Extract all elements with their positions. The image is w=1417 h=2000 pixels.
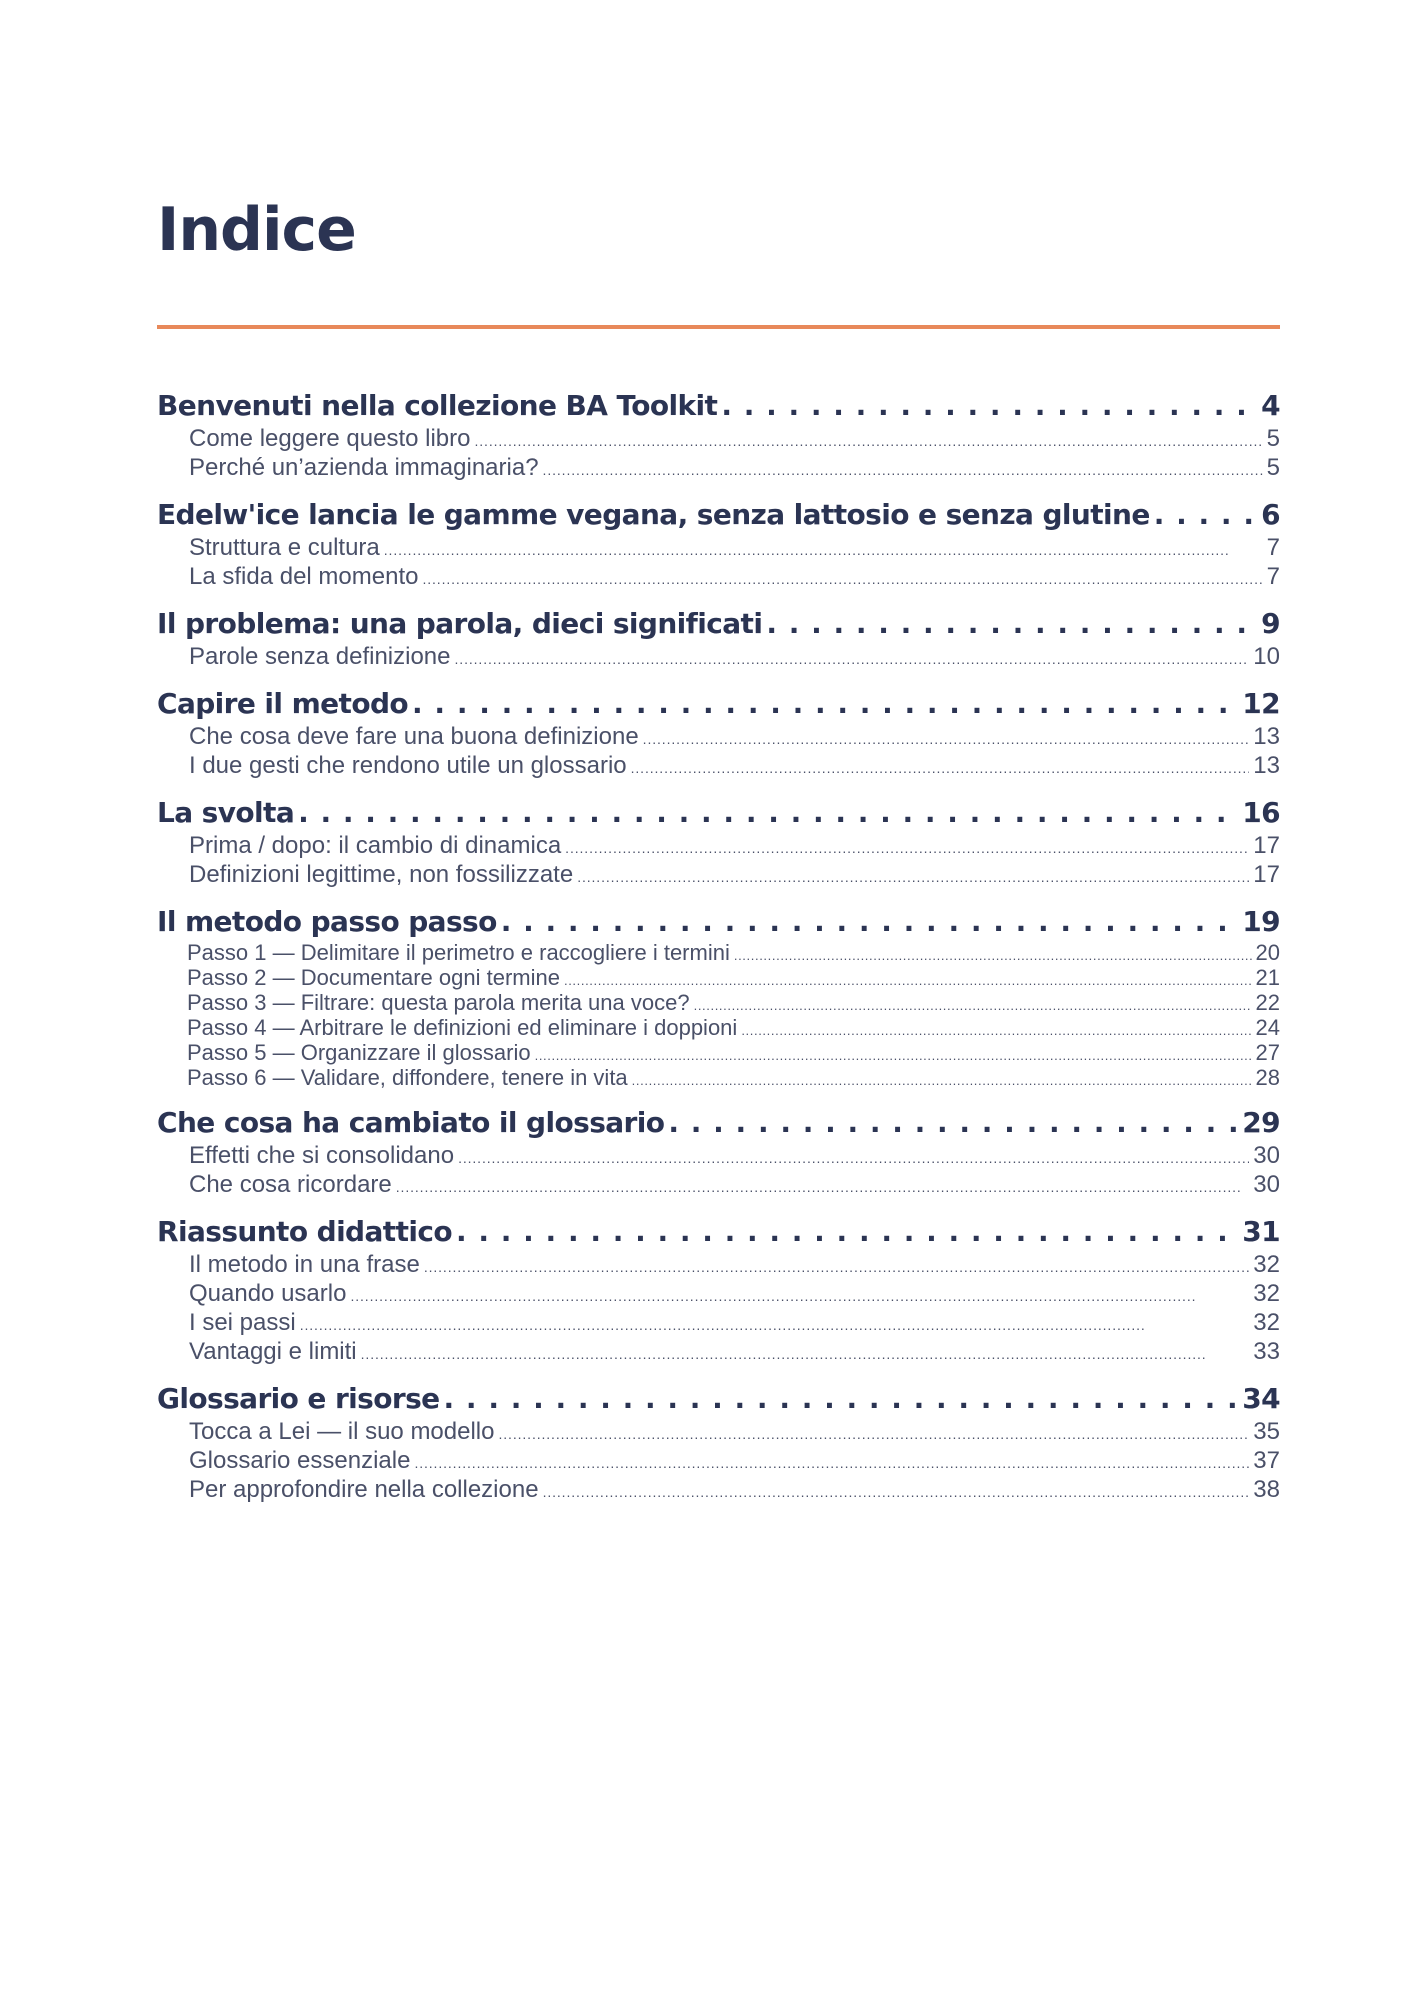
toc-entry-label: Glossario essenziale — [189, 1447, 411, 1474]
toc-chapter-entry[interactable] — [157, 497, 1280, 533]
toc-entry-label: Passo 4 — Arbitrare le definizioni ed eliminare i doppioni — [187, 1015, 738, 1040]
toc-page-number: 19 — [1242, 905, 1280, 938]
toc-entry-label: Vantaggi e limiti — [189, 1338, 357, 1365]
dot-leader — [455, 645, 1250, 671]
toc-page-number: 12 — [1242, 687, 1280, 720]
toc-page-number: 20 — [1255, 940, 1280, 965]
toc-subsection-entry[interactable] — [157, 1141, 1280, 1170]
toc-subsection-entry[interactable] — [157, 533, 1280, 562]
toc-subsection-entry[interactable] — [157, 1170, 1280, 1199]
dot-leader — [564, 968, 1252, 990]
toc-subsection-entry[interactable] — [157, 751, 1280, 780]
toc-page-number: 35 — [1253, 1418, 1280, 1445]
toc-entry-label: Capire il metodo — [157, 687, 409, 720]
toc-subsection-entry[interactable] — [157, 1337, 1280, 1366]
dot-leader — [643, 725, 1250, 751]
toc-page-number: 27 — [1255, 1040, 1280, 1065]
toc-subsection-entry[interactable] — [157, 965, 1280, 990]
toc-subsection-entry[interactable] — [157, 722, 1280, 751]
toc-section — [157, 904, 1280, 1090]
toc-page-number: 29 — [1242, 1106, 1280, 1139]
toc-entry-label: Passo 3 — Filtrare: questa parola merita una voce? — [187, 990, 690, 1015]
toc-page-number: 32 — [1253, 1251, 1280, 1278]
toc-page-number: 10 — [1253, 643, 1280, 670]
toc-subsection-entry[interactable] — [157, 1065, 1280, 1090]
toc-section — [157, 686, 1280, 780]
toc-entry-label: Parole senza definizione — [189, 643, 451, 670]
toc-entry-label: Riassunto didattico — [157, 1215, 453, 1248]
dot-leader — [543, 456, 1263, 482]
toc-subsection-entry[interactable] — [157, 831, 1280, 860]
dot-leader — [444, 1381, 1239, 1417]
toc-section — [157, 1214, 1280, 1366]
toc-section — [157, 388, 1280, 482]
toc-page-number: 37 — [1253, 1447, 1280, 1474]
toc-subsection-entry[interactable] — [157, 1308, 1280, 1337]
toc-subsection-entry[interactable] — [157, 1040, 1280, 1065]
toc-entry-label: Il metodo passo passo — [157, 905, 497, 938]
dot-leader — [694, 993, 1252, 1015]
toc-entry-label: Edelw'ice lancia le gamme vegana, senza lattosio e senza glutine — [157, 498, 1150, 531]
dot-leader — [456, 1214, 1238, 1250]
toc-page-number: 7 — [1266, 563, 1280, 590]
toc-subsection-entry[interactable] — [157, 1250, 1280, 1279]
toc-entry-label: Prima / dopo: il cambio di dinamica — [189, 832, 562, 859]
dot-leader — [361, 1340, 1250, 1366]
toc-entry-label: Glossario e risorse — [157, 1382, 440, 1415]
title-divider — [157, 325, 1280, 329]
toc-chapter-entry[interactable] — [157, 1381, 1280, 1417]
table-of-contents — [157, 388, 1280, 1519]
dot-leader — [543, 1478, 1250, 1504]
dot-leader — [458, 1144, 1249, 1170]
toc-subsection-entry[interactable] — [157, 990, 1280, 1015]
toc-section — [157, 1105, 1280, 1199]
toc-entry-label: Tocca a Lei — il suo modello — [189, 1418, 495, 1445]
dot-leader — [734, 943, 1252, 965]
toc-subsection-entry[interactable] — [157, 453, 1280, 482]
toc-page-number: 9 — [1261, 607, 1280, 640]
toc-entry-label: Passo 6 — Validare, diffondere, tenere in vita — [187, 1065, 628, 1090]
toc-subsection-entry[interactable] — [157, 424, 1280, 453]
page-title: Indice — [157, 195, 356, 265]
toc-page-number: 22 — [1255, 990, 1280, 1015]
toc-page-number: 4 — [1261, 389, 1280, 422]
dot-leader — [396, 1173, 1250, 1199]
dot-leader — [721, 388, 1257, 424]
toc-entry-label: La svolta — [157, 796, 295, 829]
toc-entry-label: Che cosa ha cambiato il glossario — [157, 1106, 665, 1139]
toc-page-number: 32 — [1253, 1280, 1280, 1307]
toc-entry-label: Benvenuti nella collezione BA Toolkit — [157, 389, 718, 422]
toc-entry-label: Che cosa ricordare — [189, 1171, 392, 1198]
toc-page-number: 28 — [1255, 1065, 1280, 1090]
toc-page-number: 17 — [1253, 832, 1280, 859]
dot-leader — [424, 1253, 1249, 1279]
toc-entry-label: Come leggere questo libro — [189, 425, 471, 452]
toc-entry-label: I due gesti che rendono utile un glossario — [189, 752, 627, 779]
toc-subsection-entry[interactable] — [157, 1417, 1280, 1446]
dot-leader — [577, 863, 1249, 889]
toc-page-number: 13 — [1253, 752, 1280, 779]
toc-entry-label: Passo 5 — Organizzare il glossario — [187, 1040, 531, 1065]
toc-subsection-entry[interactable] — [157, 562, 1280, 591]
dot-leader — [298, 795, 1238, 831]
toc-chapter-entry[interactable] — [157, 686, 1280, 722]
toc-chapter-entry[interactable] — [157, 1214, 1280, 1250]
toc-entry-label: Il metodo in una frase — [189, 1251, 420, 1278]
toc-page-number: 17 — [1253, 861, 1280, 888]
dot-leader — [498, 1420, 1249, 1446]
toc-page-number: 6 — [1261, 498, 1280, 531]
toc-chapter-entry[interactable] — [157, 795, 1280, 831]
dot-leader — [741, 1018, 1251, 1040]
toc-subsection-entry[interactable] — [157, 642, 1280, 671]
dot-leader — [300, 1311, 1250, 1337]
dot-leader — [1154, 497, 1257, 533]
toc-subsection-entry[interactable] — [157, 1475, 1280, 1504]
toc-entry-label: Perché un’azienda immaginaria? — [189, 454, 539, 481]
toc-page-number: 13 — [1253, 723, 1280, 750]
toc-page-number: 30 — [1253, 1142, 1280, 1169]
toc-entry-label: Effetti che si consolidano — [189, 1142, 455, 1169]
toc-section — [157, 795, 1280, 889]
dot-leader — [384, 536, 1263, 562]
dot-leader — [422, 565, 1262, 591]
toc-entry-label: I sei passi — [189, 1309, 296, 1336]
toc-page-number: 34 — [1242, 1382, 1280, 1415]
toc-entry-label: La sfida del momento — [189, 563, 419, 590]
toc-page-number: 16 — [1242, 796, 1280, 829]
toc-entry-label: Quando usarlo — [189, 1280, 347, 1307]
toc-subsection-entry[interactable] — [157, 940, 1280, 965]
dot-leader — [350, 1282, 1249, 1308]
dot-leader — [565, 834, 1249, 860]
toc-entry-label: Il problema: una parola, dieci significati — [157, 607, 763, 640]
toc-page-number: 5 — [1266, 454, 1280, 481]
toc-entry-label: Passo 2 — Documentare ogni termine — [187, 965, 560, 990]
toc-page-number: 38 — [1253, 1476, 1280, 1503]
toc-section — [157, 497, 1280, 591]
toc-page-number: 32 — [1253, 1309, 1280, 1336]
toc-page-number: 24 — [1255, 1015, 1280, 1040]
toc-chapter-entry[interactable] — [157, 606, 1280, 642]
toc-page-number: 7 — [1266, 534, 1280, 561]
dot-leader — [632, 1068, 1252, 1090]
dot-leader — [414, 1449, 1249, 1475]
dot-leader — [412, 686, 1238, 722]
toc-section — [157, 1381, 1280, 1504]
toc-entry-label: Per approfondire nella collezione — [189, 1476, 539, 1503]
dot-leader — [501, 904, 1238, 940]
toc-entry-label: Passo 1 — Delimitare il perimetro e raccogliere i termini — [187, 940, 730, 965]
toc-entry-label: Definizioni legittime, non fossilizzate — [189, 861, 574, 888]
toc-subsection-entry[interactable] — [157, 1446, 1280, 1475]
toc-page-number: 30 — [1253, 1171, 1280, 1198]
toc-entry-label: Struttura e cultura — [189, 534, 380, 561]
dot-leader — [668, 1105, 1238, 1141]
toc-page-number: 31 — [1242, 1215, 1280, 1248]
dot-leader — [475, 427, 1263, 453]
dot-leader — [535, 1043, 1252, 1065]
dot-leader — [631, 754, 1250, 780]
toc-subsection-entry[interactable] — [157, 1015, 1280, 1040]
toc-chapter-entry[interactable] — [157, 388, 1280, 424]
toc-page-number: 5 — [1266, 425, 1280, 452]
toc-subsection-entry[interactable] — [157, 1279, 1280, 1308]
toc-section — [157, 606, 1280, 671]
toc-chapter-entry[interactable] — [157, 1105, 1280, 1141]
dot-leader — [766, 606, 1257, 642]
toc-entry-label: Che cosa deve fare una buona definizione — [189, 723, 639, 750]
toc-page-number: 33 — [1253, 1338, 1280, 1365]
toc-subsection-entry[interactable] — [157, 860, 1280, 889]
toc-page-number: 21 — [1255, 965, 1280, 990]
toc-chapter-entry[interactable] — [157, 904, 1280, 940]
